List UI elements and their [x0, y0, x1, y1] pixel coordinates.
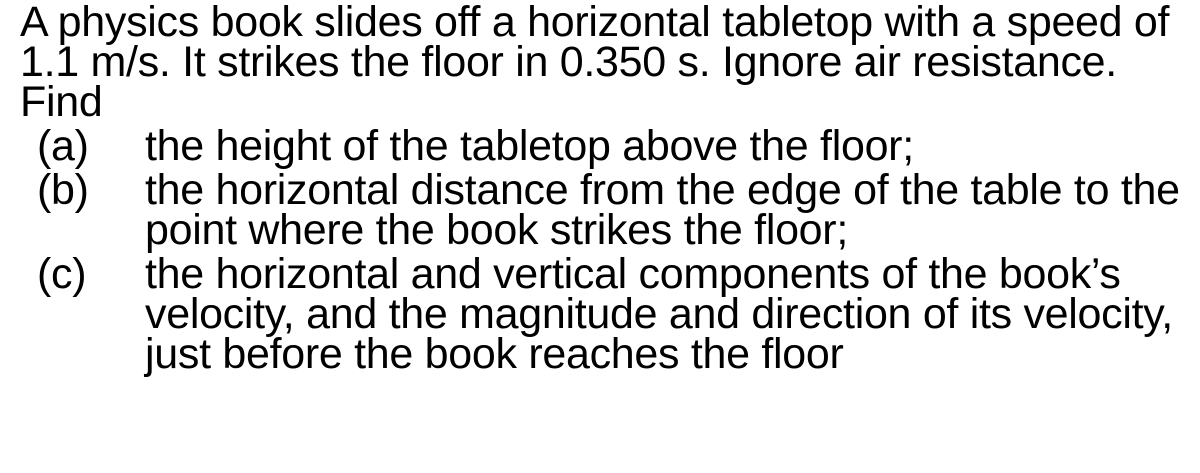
problem-parts-list [20, 122, 1195, 378]
problem-part-a [20, 122, 1195, 170]
problem-part-c [20, 250, 1195, 378]
part-text: the horizontal and vertical components of the book’s velocity, and the magnitude and direction of its velocity, just before the book reaches the floor [145, 250, 1173, 378]
part-text: the horizontal distance from the edge of the table to the point where the book strikes the floor; [145, 166, 1180, 254]
part-label: (c) [37, 250, 87, 298]
part-label: (b) [37, 166, 89, 214]
part-label: (a) [37, 122, 89, 170]
problem-part-b [20, 166, 1195, 254]
problem-statement [20, 2, 1195, 378]
problem-intro: A physics book slides off a horizontal tabletop with a speed of 1.1 m/s. It strikes the floor in 0.350 s. Ignore air resistance. Find [20, 0, 1170, 126]
part-text: the height of the tabletop above the floor; [145, 122, 914, 170]
